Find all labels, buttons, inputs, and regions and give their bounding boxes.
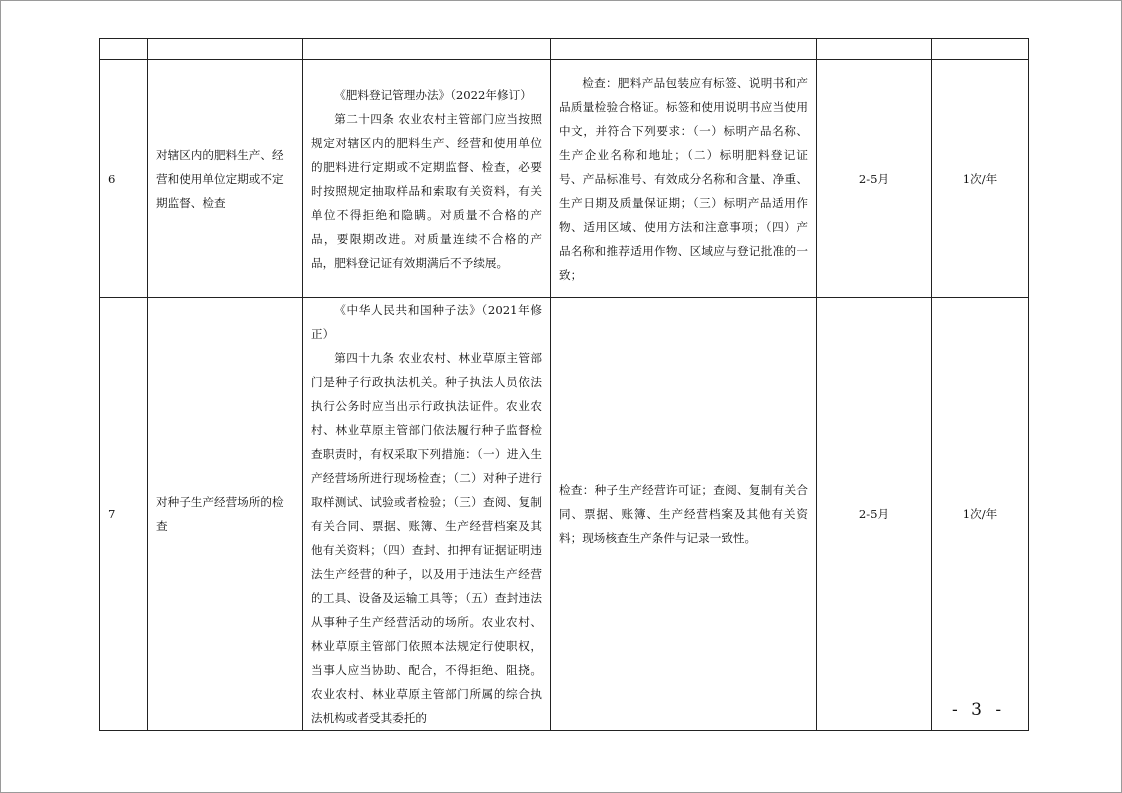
row-number: 6 [100, 60, 148, 298]
table-row [100, 60, 1029, 298]
inspection-period: 2-5月 [817, 60, 932, 298]
content-text: 检查：肥料产品包装应有标签、说明书和产品质量检验合格证。标签和使用说明书应当使用中文，并符合下列要求：（一）标明产品名称、生产企业名称和地址；（二）标明肥料登记证号、产品标准号、有效成分名称和含量、净重、生产日期及质量保证期；（三）标明产品适用作物、适用区域、使用方法和注意事项；（四）产品名称和推荐适用作物、区域应与登记批准的一致； [559, 75, 808, 282]
inspection-item: 对种子生产经营场所的检查 [148, 298, 303, 731]
inspection-item: 对辖区内的肥料生产、经营和使用单位定期或不定期监督、检查 [148, 60, 303, 298]
content-text: 检查：种子生产经营许可证；查阅、复制有关合同、票据、账簿、生产经营档案及其他有关资料；现场核查生产条件与记录一致性。 [559, 483, 808, 545]
inspection-content [551, 298, 817, 731]
row-number: 7 [100, 298, 148, 731]
legal-basis [303, 60, 551, 298]
inspection-period: 2-5月 [817, 298, 932, 731]
header-cell [148, 39, 303, 60]
page-number: - 3 - [952, 700, 1006, 720]
legal-basis [303, 298, 551, 731]
inspection-frequency: 1次/年 [932, 298, 1029, 731]
basis-title: 《中华人民共和国种子法》（2021年修正） [311, 303, 542, 341]
table-row [100, 298, 1029, 731]
basis-body: 第四十九条 农业农村、林业草原主管部门是种子行政执法机关。种子执法人员依法执行公务时应当出示行政执法证件。农业农村、林业草原主管部门依法履行种子监督检查职责时，有权采取下列措施：（一）进入生产经营场所进行现场检查；（二）对种子进行取样测试、试验或者检验；（三）查阅、复制有关合同、票据、账簿、生产经营档案及其他有关资料；（四）查封、扣押有证据证明违法生产经营的种子，以及用于违法生产经营的工具、设备及运输工具等；（五）查封违法从事种子生产经营活动的场所。农业农村、林业草原主管部门依照本法规定行使职权，当事人应当协助、配合，不得拒绝、阻挠。农业农村、林业草原主管部门所属的综合执法机构或者受其委托的 [311, 351, 542, 725]
header-cell [100, 39, 148, 60]
basis-body: 第二十四条 农业农村主管部门应当按照规定对辖区内的肥料生产、经营和使用单位的肥料进行定期或不定期监督、检查，必要时按照规定抽取样品和索取有关资料，有关单位不得拒绝和隐瞒。对质量不合格的产品，要限期改进。对质量连续不合格的产品，肥料登记证有效期满后不予续展。 [311, 111, 542, 270]
header-cell [932, 39, 1029, 60]
inspection-content [551, 60, 817, 298]
inspection-table [99, 38, 1029, 731]
header-cell [551, 39, 817, 60]
header-cell [303, 39, 551, 60]
basis-title: 《肥料登记管理办法》（2022年修订） [334, 87, 532, 102]
header-cell [817, 39, 932, 60]
inspection-frequency: 1次/年 [932, 60, 1029, 298]
table-header-row [100, 39, 1029, 60]
